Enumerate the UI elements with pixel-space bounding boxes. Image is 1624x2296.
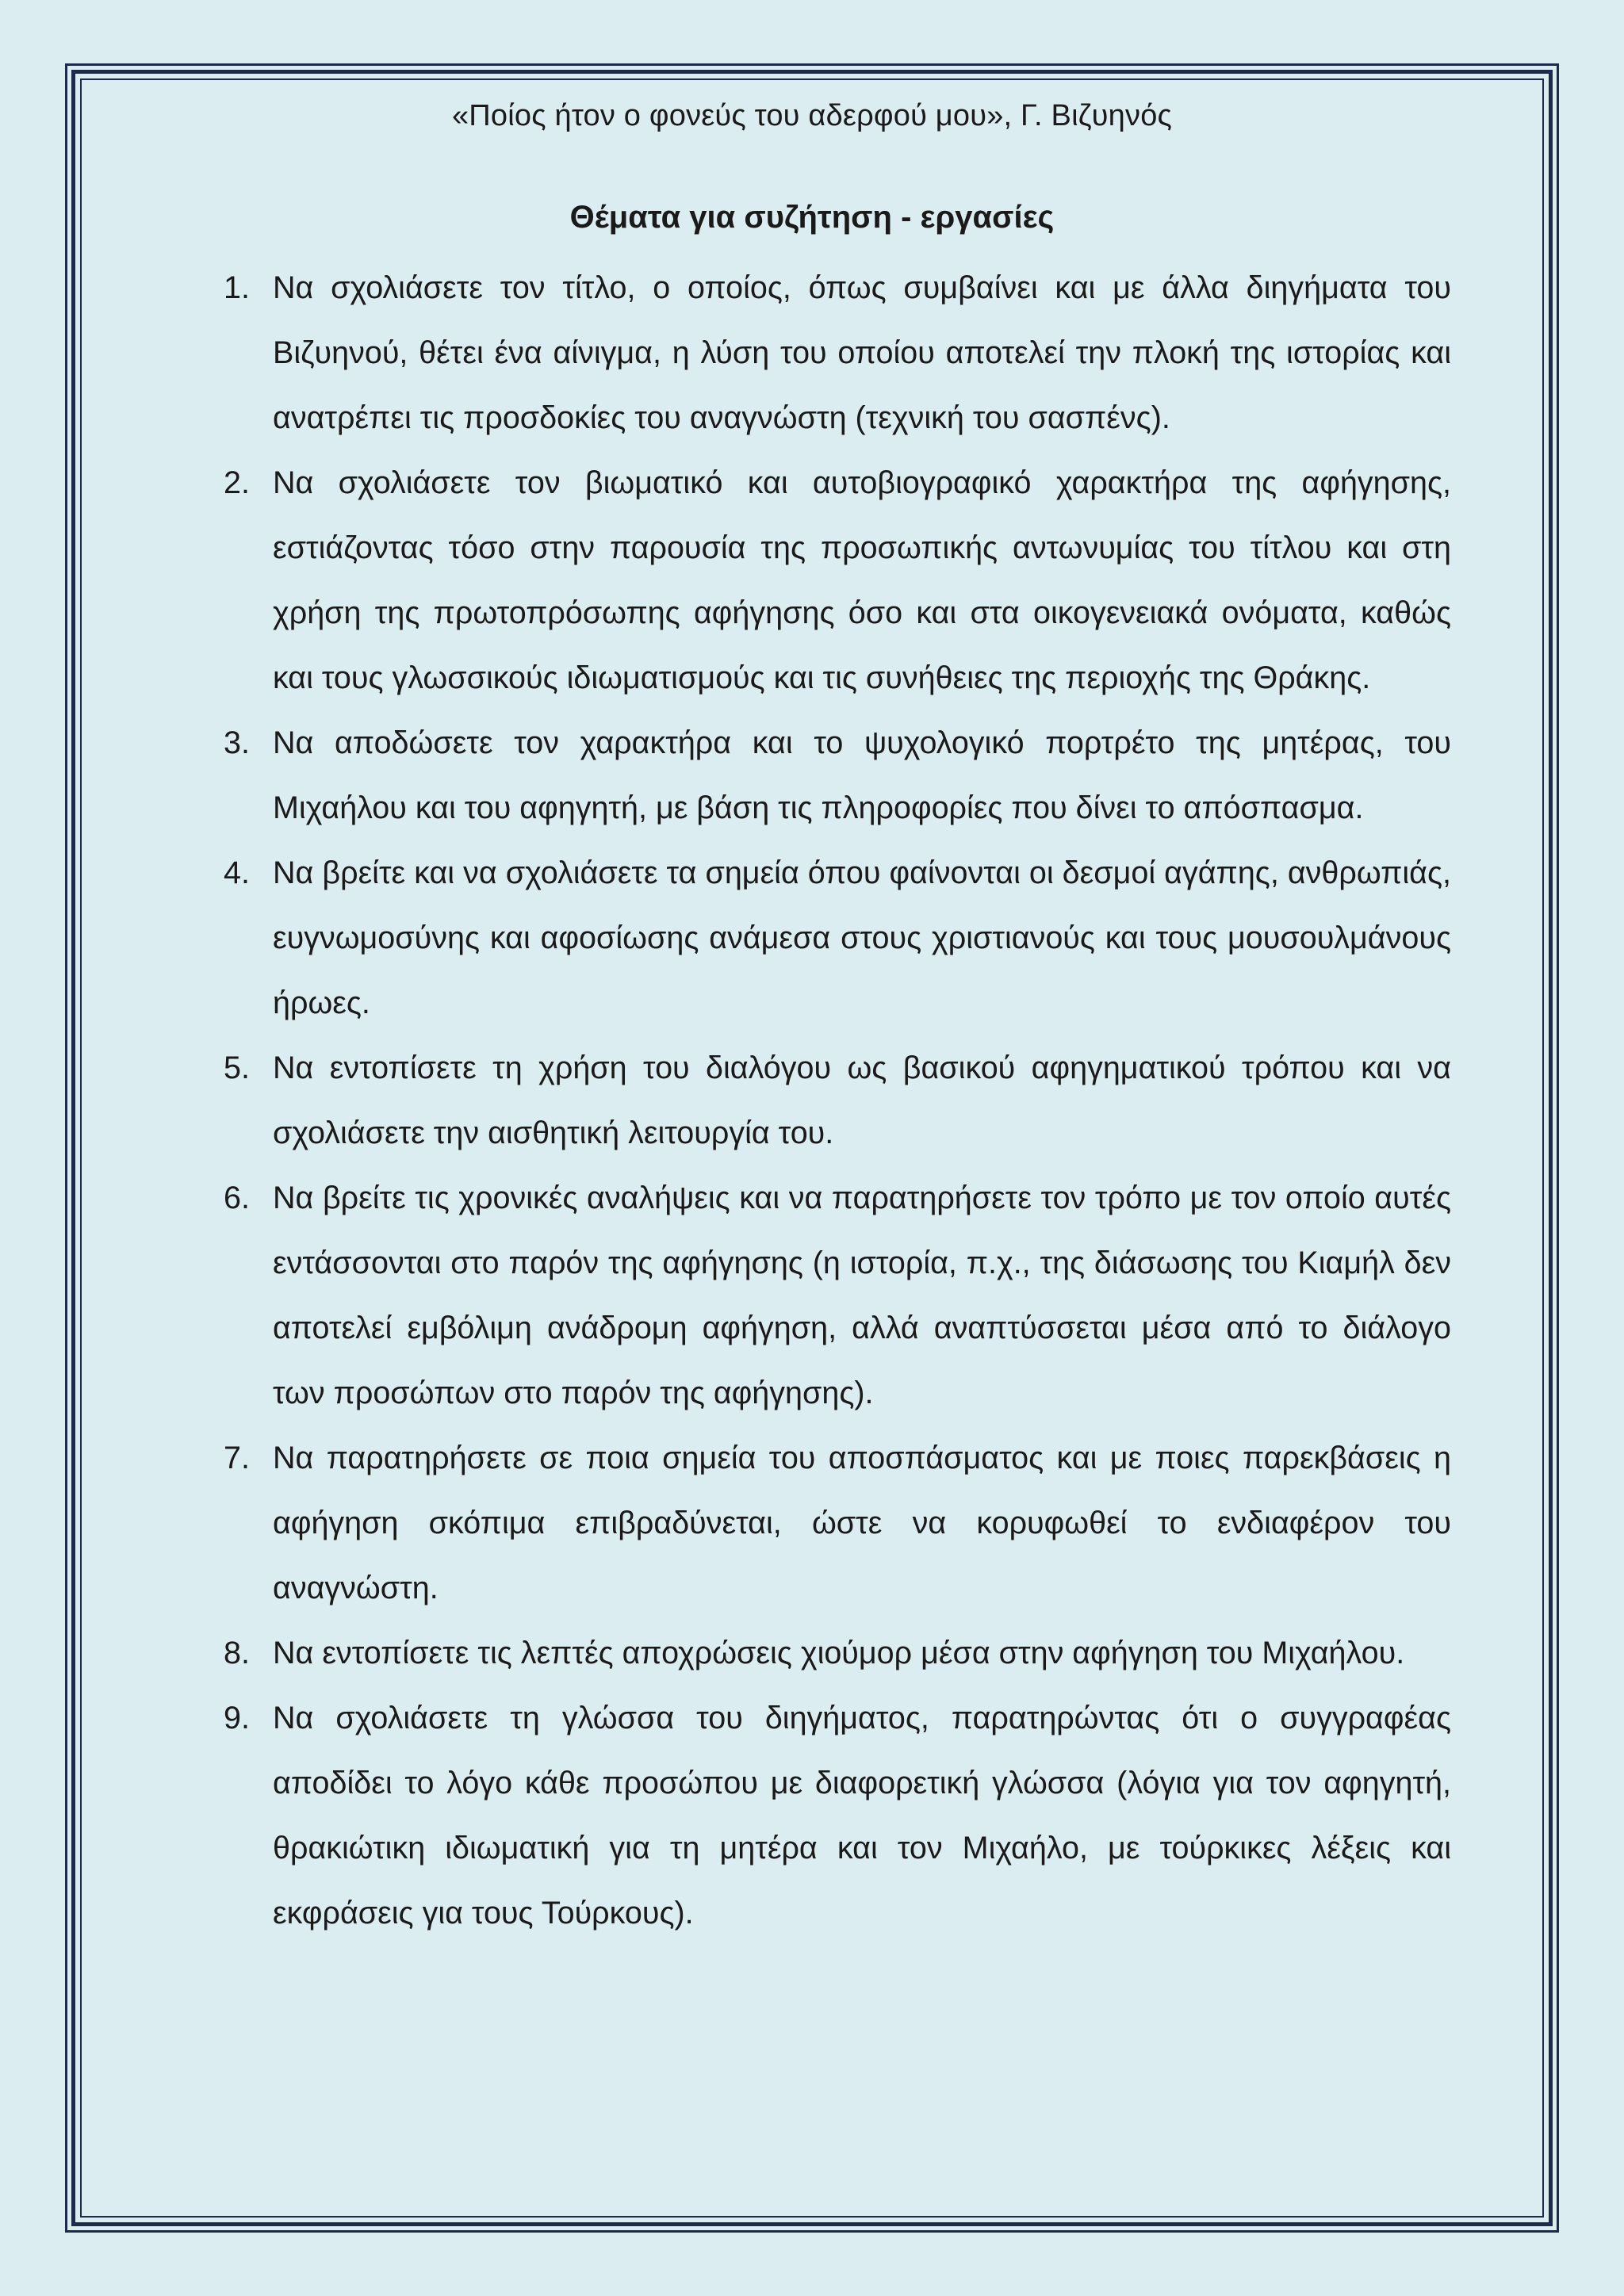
task-text: Να αποδώσετε τον χαρακτήρα και το ψυχολογικό πορτρέτο της μητέρας, του Μιχαήλου και του αφηγητή, με βάση τις πληροφορίες που δίνει το απόσπασμα. bbox=[273, 725, 1451, 825]
task-item bbox=[214, 255, 1451, 450]
task-number: 3. bbox=[224, 725, 250, 760]
task-item bbox=[214, 1425, 1451, 1621]
task-text: Να σχολιάσετε τον τίτλο, ο οποίος, όπως συμβαίνει και με άλλα διηγήματα του Βιζυηνού, θέτει ένα αίνιγμα, η λύση του οποίου αποτελεί την πλοκή της ιστορίας και ανατρέπει τις προσδοκίες του αναγνώστη (τεχνική του σασπένς). bbox=[273, 270, 1451, 435]
task-text: Να εντοπίσετε τη χρήση του διαλόγου ως βασικού αφηγηματικού τρόπου και να σχολιάσετε την αισθητική λειτουργία του. bbox=[273, 1050, 1451, 1150]
task-number: 5. bbox=[224, 1050, 250, 1085]
task-list bbox=[214, 255, 1451, 1946]
document-header: «Ποίος ήτον ο φονεύς του αδερφού μου», Γ. Βιζυηνός bbox=[451, 99, 1173, 132]
task-item bbox=[214, 450, 1451, 710]
task-number: 2. bbox=[224, 465, 250, 500]
task-number: 8. bbox=[224, 1636, 250, 1670]
task-text: Να βρείτε τις χρονικές αναλήψεις και να παρατηρήσετε τον τρόπο με τον οποίο αυτές εντάσσονται στο παρόν της αφήγησης (η ιστορία, π.χ., της διάσωσης του Κιαμήλ δεν αποτελεί εμβόλιμη ανάδρομη αφήγηση, αλλά αναπτύσσεται μέσα από το διάλογο των προσώπων στο παρόν της αφήγησης). bbox=[273, 1181, 1451, 1410]
task-text: Να σχολιάσετε τη γλώσσα του διηγήματος, παρατηρώντας ότι ο συγγραφέας αποδίδει το λόγο κάθε προσώπου με διαφορετική γλώσσα (λόγια για τον αφηγητή, θρακιώτικη ιδιωματική για τη μητέρα και τον Μιχαήλο, με τούρκικες λέξεις και εκφράσεις για τους Τούρκους). bbox=[273, 1701, 1451, 1931]
task-text: Να βρείτε και να σχολιάσετε τα σημεία όπου φαίνονται οι δεσμοί αγάπης, ανθρωπιάς, ευγνωμοσύνης και αφοσίωσης ανάμεσα στους χριστιανούς και τους μουσουλμάνους ήρωες. bbox=[273, 855, 1451, 1020]
task-item bbox=[214, 1165, 1451, 1425]
task-number: 7. bbox=[224, 1441, 250, 1475]
task-item bbox=[214, 710, 1451, 840]
task-item bbox=[214, 1621, 1451, 1686]
task-item bbox=[214, 1686, 1451, 1946]
task-item bbox=[214, 840, 1451, 1035]
task-number: 4. bbox=[224, 855, 250, 890]
task-text: Να εντοπίσετε τις λεπτές αποχρώσεις χιούμορ μέσα στην αφήγηση του Μιχαήλου. bbox=[273, 1636, 1405, 1670]
task-item bbox=[214, 1035, 1451, 1165]
task-text: Να σχολιάσετε τον βιωματικό και αυτοβιογραφικό χαρακτήρα της αφήγησης, εστιάζοντας τόσο στην παρουσία της προσωπικής αντωνυμίας του τίτλου και στη χρήση της πρωτοπρόσωπης αφήγησης όσο και στα οικογενειακά ονόματα, καθώς και τους γλωσσικούς ιδιωματισμούς και τις συνήθειες της περιοχής της Θράκης. bbox=[273, 465, 1451, 695]
task-number: 1. bbox=[224, 270, 250, 305]
task-text: Να παρατηρήσετε σε ποια σημεία του αποσπάσματος και με ποιες παρεκβάσεις η αφήγηση σκόπιμα επιβραδύνεται, ώστε να κορυφωθεί το ενδιαφέρον του αναγνώστη. bbox=[273, 1441, 1451, 1605]
task-number: 6. bbox=[224, 1181, 250, 1215]
document-title: Θέματα για συζήτηση - εργασίες bbox=[569, 200, 1055, 235]
task-number: 9. bbox=[224, 1701, 250, 1735]
